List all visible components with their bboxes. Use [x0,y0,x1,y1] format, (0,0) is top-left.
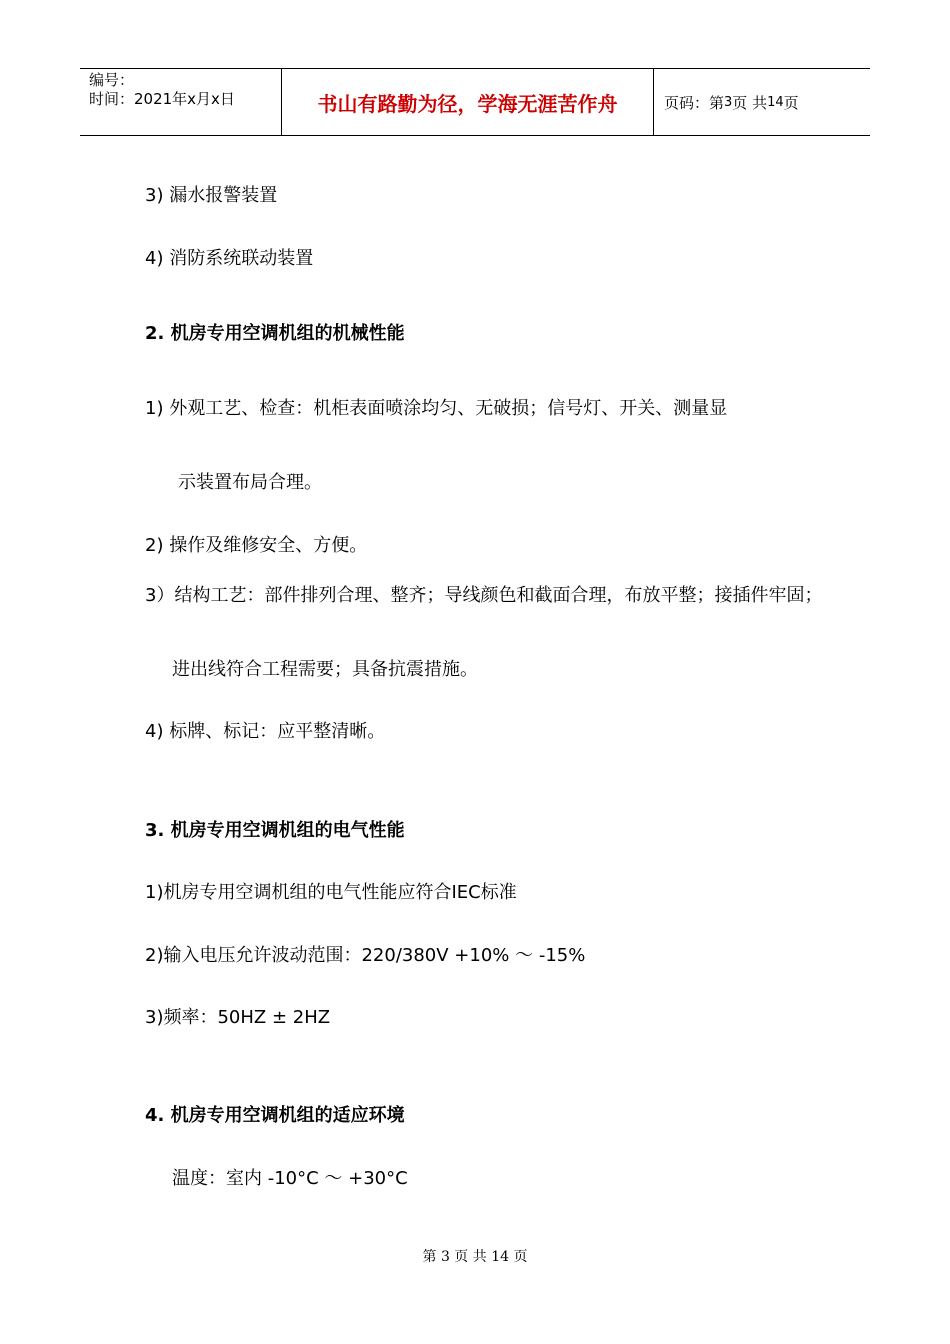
list-item-continuation: 进出线符合工程需要；具备抗震措施。 [172,659,478,680]
list-item: 3) 漏水报警装置 [145,185,278,206]
document-number-label: 编号： [89,71,135,89]
list-item: 4) 消防系统联动装置 [145,248,314,269]
page-label-prefix: 页码：第 [664,93,725,112]
page-total: 14 [767,94,784,110]
list-item: 温度：室内 -10°C ～ +30°C [172,1168,408,1189]
header-left-cell [80,69,282,135]
list-item: 1)机房专用空调机组的电气性能应符合IEC标准 [145,882,517,903]
document-time-label: 时间：2021年x月x日 [89,90,235,108]
section-heading: 4. 机房专用空调机组的适应环境 [145,1105,405,1126]
page-label-suffix: 页 [783,93,799,112]
header-page-indicator [654,69,870,135]
page-header [80,68,870,136]
list-item: 3)频率：50HZ ± 2HZ [145,1007,331,1028]
page-footer: 第 3 页 共 14 页 [422,1249,528,1265]
page-current: 3 [724,94,733,110]
header-motto: 书山有路勤为径，学海无涯苦作舟 [282,69,654,135]
list-item: 1) 外观工艺、检查：机柜表面喷涂均匀、无破损；信号灯、开关、测量显 [145,398,728,419]
list-item: 2)输入电压允许波动范围：220/380V +10% ～ -15% [145,945,586,966]
section-heading: 3. 机房专用空调机组的电气性能 [145,820,405,841]
list-item: 3）结构工艺：部件排列合理、整齐；导线颜色和截面合理，布放平整；接插件牢固； [145,585,823,606]
page-label-mid: 页 共 [732,93,768,112]
list-item-continuation: 示装置布局合理。 [178,472,322,493]
section-heading: 2. 机房专用空调机组的机械性能 [145,323,405,344]
list-item: 2) 操作及维修安全、方便。 [145,535,368,556]
list-item: 4) 标牌、标记：应平整清晰。 [145,721,386,742]
